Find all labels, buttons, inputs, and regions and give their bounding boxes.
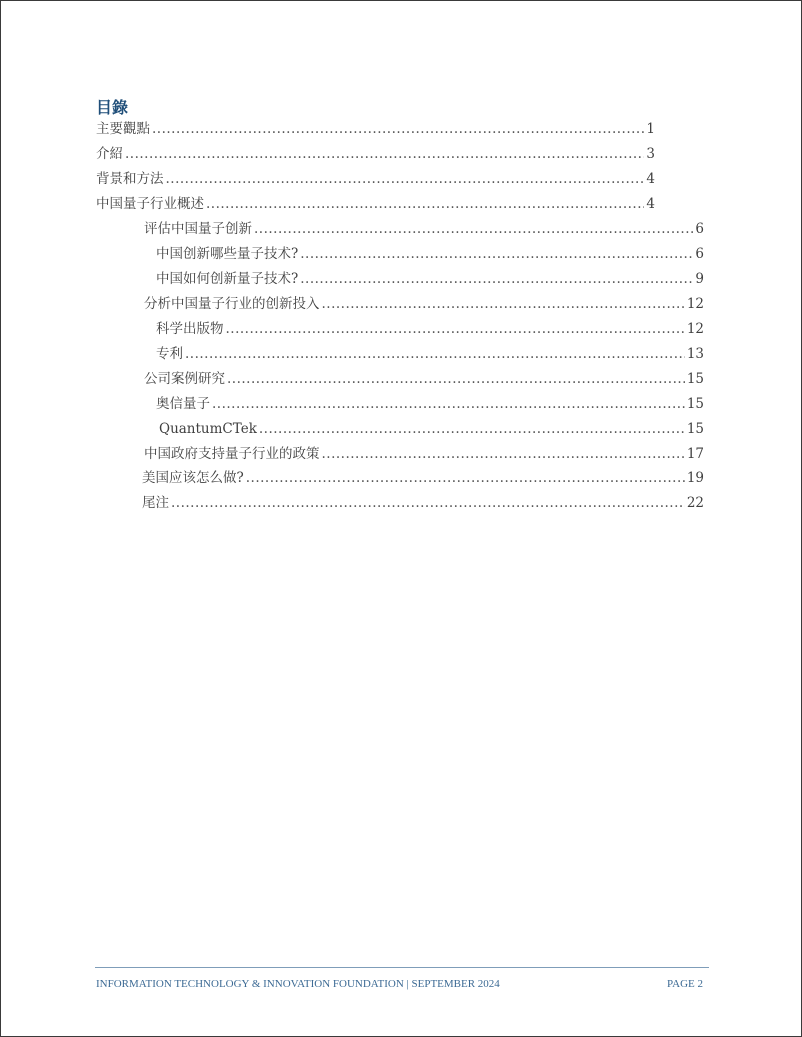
footer-divider <box>95 967 709 968</box>
toc-title: 目錄 <box>96 98 129 117</box>
toc-entry-page: 17 <box>686 446 704 462</box>
toc-entry-background-methods[interactable] <box>96 170 655 188</box>
toc-entry-page: 6 <box>695 221 704 237</box>
toc-entry-which-technologies[interactable] <box>156 245 704 263</box>
toc-entry-label: 专利 <box>156 346 183 362</box>
toc-entry-label: 美国应该怎么做? <box>142 470 244 486</box>
toc-entry-government-policy[interactable] <box>144 445 704 463</box>
toc-entry-label: 主要觀點 <box>96 121 150 137</box>
toc-entry-page: 22 <box>686 495 704 511</box>
toc-entry-us-response[interactable] <box>142 469 704 487</box>
toc-entry-page: 12 <box>686 321 704 337</box>
toc-entry-label: 中国如何创新量子技术? <box>156 271 299 287</box>
toc-entry-page: 15 <box>686 371 704 387</box>
toc-entry-page: 15 <box>686 421 704 437</box>
footer-organization-date: INFORMATION TECHNOLOGY & INNOVATION FOUNDATION | SEPTEMBER 2024 <box>96 978 500 990</box>
toc-entry-origin-quantum[interactable] <box>156 395 704 413</box>
dot-leader <box>322 445 685 463</box>
toc-entry-label: 奥信量子 <box>156 396 210 412</box>
toc-entry-page: 15 <box>686 396 704 412</box>
toc-entry-page: 4 <box>646 171 655 187</box>
toc-entry-quantumctek[interactable] <box>159 420 704 438</box>
toc-entry-page: 13 <box>686 346 704 362</box>
dot-leader <box>322 295 685 313</box>
dot-leader <box>300 245 693 263</box>
toc-entry-label: 中国创新哪些量子技术? <box>156 246 299 262</box>
toc-entry-page: 12 <box>686 296 704 312</box>
dot-leader <box>226 320 685 338</box>
toc-entry-label: 中国政府支持量子行业的政策 <box>144 446 320 462</box>
dot-leader <box>166 170 645 188</box>
toc-entry-page: 3 <box>646 146 655 162</box>
dot-leader <box>246 469 685 487</box>
toc-entry-page: 9 <box>695 271 704 287</box>
dot-leader <box>206 195 644 213</box>
toc-entry-label: 评估中国量子创新 <box>144 221 252 237</box>
toc-entry-page: 1 <box>646 121 655 137</box>
toc-entry-case-studies[interactable] <box>144 370 704 388</box>
toc-entry-introduction[interactable] <box>96 145 655 163</box>
toc-entry-how-innovate[interactable] <box>156 270 704 288</box>
toc-entry-page: 4 <box>646 196 655 212</box>
dot-leader <box>212 395 685 413</box>
toc-entry-label: 介紹 <box>96 146 123 162</box>
footer-page-number: PAGE 2 <box>667 978 703 990</box>
dot-leader <box>300 270 693 288</box>
dot-leader <box>171 494 685 512</box>
toc-entry-assessing-innovation[interactable] <box>144 220 704 238</box>
toc-entry-label: 中国量子行业概述 <box>96 196 204 212</box>
toc-entry-industry-overview[interactable] <box>96 195 655 213</box>
toc-entry-endnotes[interactable] <box>142 494 704 512</box>
dot-leader <box>227 370 685 388</box>
toc-entry-patents[interactable] <box>156 345 704 363</box>
dot-leader <box>125 145 644 163</box>
toc-entry-label: 分析中国量子行业的创新投入 <box>144 296 320 312</box>
toc-entry-page: 6 <box>695 246 704 262</box>
toc-entry-page: 19 <box>686 470 704 486</box>
toc-entry-label: 尾注 <box>142 495 169 511</box>
dot-leader <box>254 220 693 238</box>
toc-entry-label: 科学出版物 <box>156 321 224 337</box>
toc-entry-label: 背景和方法 <box>96 171 164 187</box>
toc-entry-main-points[interactable] <box>96 120 655 138</box>
toc-entry-publications[interactable] <box>156 320 704 338</box>
dot-leader <box>259 420 685 438</box>
toc-entry-innovation-inputs[interactable] <box>144 295 704 313</box>
toc-entry-label: 公司案例研究 <box>144 371 225 387</box>
dot-leader <box>152 120 644 138</box>
dot-leader <box>185 345 685 363</box>
toc-entry-label: QuantumCTek <box>159 421 257 437</box>
